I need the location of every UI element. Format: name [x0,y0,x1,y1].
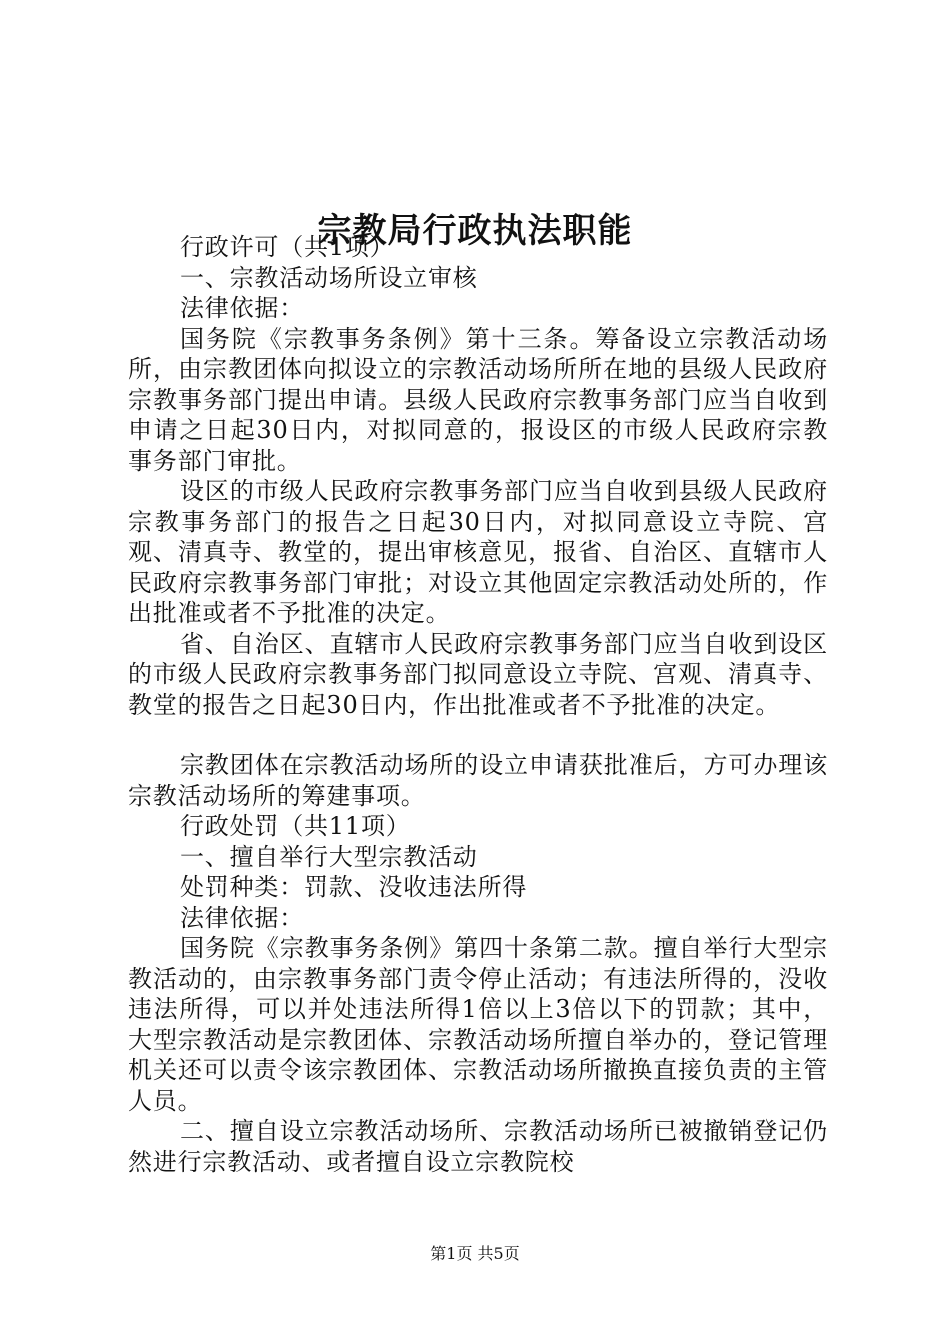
section-heading-administrative-penalty: 行政处罚（共11项） [180,812,411,840]
legal-basis-label: 法律依据： [180,294,304,322]
penalty-type: 处罚种类：罚款、没收违法所得 [180,873,528,901]
body-paragraph: 宗教团体在宗教活动场所的设立申请获批准后，方可办理该宗教活动场所的筹建事项。 [128,751,828,810]
body-paragraph: 省、自治区、直辖市人民政府宗教事务部门应当自收到设区的市级人民政府宗教事务部门拟同意设立寺院、宫观、清真寺、教堂的报告之日起30日内，作出批准或者不予批准的决定。 [128,629,828,719]
body-paragraph: 国务院《宗教事务条例》第四十条第二款。擅自举行大型宗教活动的，由宗教事务部门责令停止活动；有违法所得的，没收违法所得，可以并处违法所得1倍以上3倍以下的罚款；其中，大型宗教活动是宗教团体、宗教活动场所擅自举办的，登记管理机关还可以责令该宗教团体、宗教活动场所撤换直接负责的主管人员。 [128,934,828,1115]
item-heading-unauthorized-activity: 一、擅自举行大型宗教活动 [180,842,478,871]
body-paragraph: 设区的市级人民政府宗教事务部门应当自收到县级人民政府宗教事务部门的报告之日起30日内，对拟同意设立寺院、宫观、清真寺、教堂的，提出审核意见，报省、自治区、直辖市人民政府宗教事务部门审批；对设立其他固定宗教活动处所的，作出批准或者不予批准的决定。 [128,477,828,627]
item-heading-venue-approval: 一、宗教活动场所设立审核 [180,263,478,292]
document-title: 宗教局行政执法职能 [317,210,633,251]
section-heading-administrative-license: 行政许可（共1项） [180,233,395,261]
document-body [128,232,828,1177]
item-heading-unauthorized-venue: 二、擅自设立宗教活动场所、宗教活动场所已被撤销登记仍然进行宗教活动、或者擅自设立宗教院校 [128,1117,828,1176]
legal-basis-label: 法律依据： [180,903,304,932]
body-paragraph: 国务院《宗教事务条例》第十三条。筹备设立宗教活动场所，由宗教团体向拟设立的宗教活动场所所在地的县级人民政府宗教事务部门提出申请。县级人民政府宗教事务部门应当自收到申请之日起30日内，对拟同意的，报设区的市级人民政府宗教事务部门审批。 [128,324,828,475]
page-number: 第1页 共5页 [430,1244,520,1263]
